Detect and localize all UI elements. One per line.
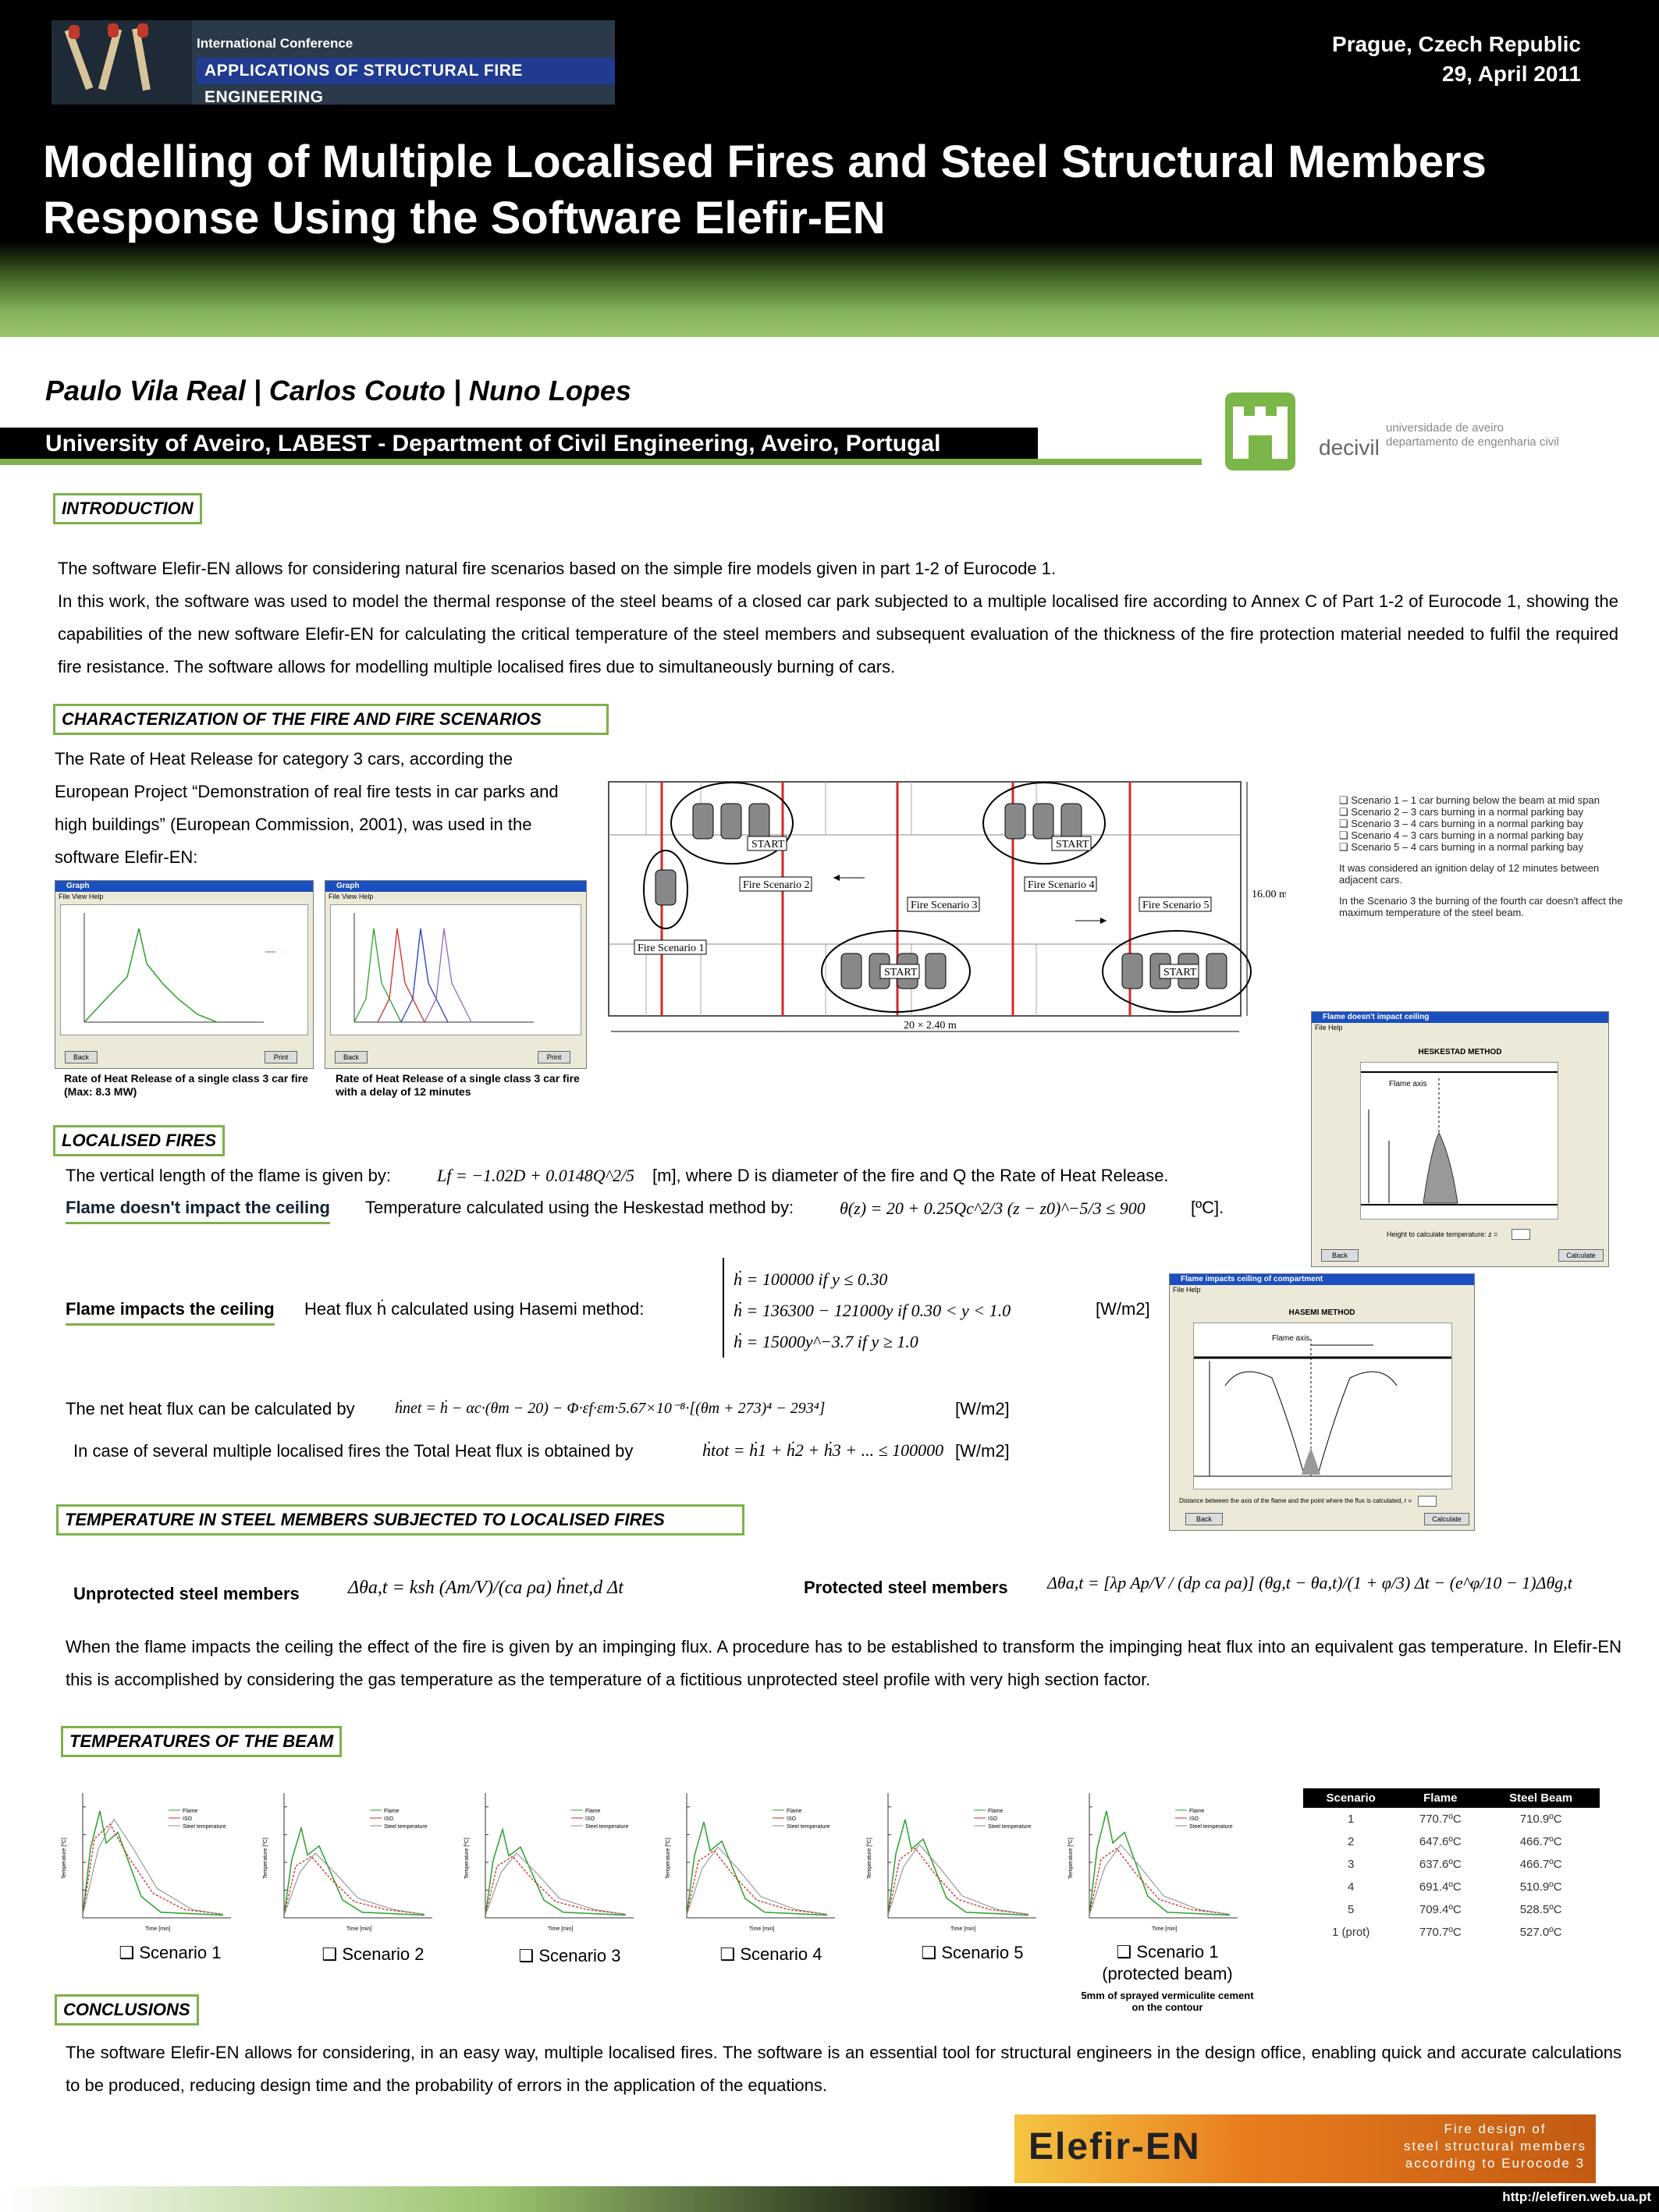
protected-label: Protected steel members: [804, 1578, 1008, 1597]
calculate-button[interactable]: Calculate: [1424, 1513, 1469, 1525]
net-flux-equation: ḣnet = ḣ − αc·(θm − 20) − Φ·εf·εm·5.67×10⁻⁸·[(θm + 273)⁴ − 293⁴]: [395, 1400, 826, 1417]
menu-bar[interactable]: File View Help: [329, 893, 374, 900]
y-axis-label: Temperature [ºC]: [666, 1837, 671, 1879]
total-flux-equation: ḣtot = ḣ1 + ḣ2 + ḣ3 + ... ≤ 100000: [702, 1440, 944, 1460]
temperature-steel-heading: TEMPERATURE IN STEEL MEMBERS SUBJECTED TO LOCALISED FIRES: [56, 1504, 744, 1536]
table-header: Flame: [1398, 1788, 1482, 1808]
y-axis-label: Temperature [ºC]: [464, 1837, 470, 1879]
scenario-3-note: In the Scenario 3 the burning of the fourth car doesn't affect the maximum temperature of the steel beam.: [1339, 895, 1623, 918]
print-button[interactable]: Print: [265, 1051, 297, 1063]
poster-title: [43, 134, 1619, 247]
heskestad-unit: [ºC].: [1191, 1198, 1224, 1217]
venue: [1332, 30, 1581, 89]
steel-series: [1089, 1845, 1230, 1915]
introduction-heading: INTRODUCTION: [53, 493, 202, 524]
height-input[interactable]: [1512, 1229, 1530, 1240]
chart-caption: ❑ Scenario 1: [119, 1943, 222, 1962]
heskestad-diagram: [1360, 1062, 1558, 1220]
chart-caption: ❑ Scenario 1: [1116, 1942, 1219, 1962]
tagline-2: steel structural members: [1403, 2139, 1586, 2153]
table-row: 1 (prot) 770.7ºC 527.0ºC: [1331, 1926, 1562, 1939]
temperature-steel-text: When the flame impacts the ceiling the effect of the fire is given by an impinging flux. A procedure has to be established to transform the impinging heat flux into an equivalent gas temperature. In Elefir-EN this is accomplished by considering the gas temperature as the temperature of a fictitious unprotected steel profile with very high section factor.: [66, 1637, 1622, 1689]
hasemi-heading: HASEMI METHOD: [1288, 1308, 1355, 1317]
legend-label: Steel temperature: [1189, 1824, 1233, 1830]
car-park-plan: [607, 780, 1286, 1046]
legend-label: Flame: [183, 1809, 198, 1814]
graph-window-2: [325, 880, 587, 1069]
beam-temperature-chart: [261, 1785, 440, 1933]
scenario-note: ❑ Scenario 2 – 3 cars burning in a normal parking bay: [1339, 806, 1583, 818]
scenario-note: ❑ Scenario 1 – 1 car burning below the beam at mid span: [1339, 794, 1600, 806]
no-impact-text: Temperature calculated using the Heskestad method by:: [365, 1198, 794, 1217]
hasemi-row: ḣ = 15000y^−3.7 if y ≥ 1.0: [734, 1332, 918, 1351]
start-label: START: [751, 839, 785, 850]
legend-label: Flame: [585, 1809, 601, 1814]
chart-caption-sub: (protected beam): [1102, 1964, 1233, 1983]
title-line-1: Modelling of Multiple Localised Fires and Steel Structural Members: [43, 137, 1487, 187]
tagline-1: Fire design of: [1444, 2121, 1547, 2136]
chart-caption: ❑ Scenario 4: [719, 1944, 822, 1964]
rhr-plot-2: [330, 904, 581, 1035]
y-axis-label: Temperature [ºC]: [1068, 1837, 1074, 1879]
impact-text: Heat flux ḣ calculated using Hasemi method:: [304, 1299, 645, 1319]
affiliation: University of Aveiro, LABEST - Department of Civil Engineering, Aveiro, Portugal: [45, 431, 941, 456]
affiliation-underline: [0, 459, 1202, 465]
x-axis-label: Time [min]: [1152, 1926, 1178, 1932]
table-header: Scenario: [1303, 1788, 1398, 1808]
steel-series: [888, 1845, 1028, 1915]
flame-length-equation: Lf = −1.02D + 0.0148Q^2/5: [437, 1166, 635, 1185]
venue-date: 29, April 2011: [1442, 62, 1581, 86]
unprotected-label: Unprotected steel members: [73, 1584, 300, 1603]
conclusions-text: The software Elefir-EN allows for considering, in an easy way, multiple localised fires. The software is an essential tool for structural engineers in the design office, enabling quick and accurate calculations to be produced, reducing design time and the probability of errors in the application of the equations.: [66, 2043, 1622, 2095]
heskestad-equation: θ(z) = 20 + 0.25Qc^2/3 (z − z0)^−5/3 ≤ 900: [840, 1198, 1146, 1218]
fire-scenario-4-label: Fire Scenario 4: [1028, 879, 1095, 891]
beam-temperature-chart: [1066, 1785, 1245, 1933]
footer-bar: [0, 2186, 1659, 2212]
hasemi-row: ḣ = 100000 if y ≤ 0.30: [734, 1269, 888, 1289]
menu-bar[interactable]: File Help: [1173, 1286, 1201, 1294]
net-flux-text: The net heat flux can be calculated by: [66, 1399, 355, 1418]
conference-subtitle: APPLICATIONS OF STRUCTURAL FIRE ENGINEERING: [197, 58, 615, 84]
flame-axis-label: Flame axis: [1389, 1080, 1427, 1088]
heskestad-heading: HESKESTAD METHOD: [1418, 1048, 1502, 1056]
hasemi-brace: [723, 1258, 732, 1358]
legend-label: Steel temperature: [183, 1824, 226, 1830]
legend-label: Steel temperature: [787, 1824, 830, 1830]
flame-series: [888, 1820, 1028, 1916]
uni-brand: decivil: [1319, 435, 1380, 460]
title-line-2: Response Using the Software Elefir-EN: [43, 193, 886, 243]
delay-note: It was considered an ignition delay of 12 minutes between adjacent cars.: [1339, 862, 1600, 886]
chart-caption: ❑ Scenario 2: [321, 1944, 425, 1964]
heskestad-window: [1311, 1011, 1609, 1267]
flame-length-text-b: [m], where D is diameter of the fire and Q the Rate of Heat Release.: [652, 1166, 1169, 1185]
caption-rhr-2: Rate of Heat Release of a single class 3 car fire with a delay of 12 minutes: [336, 1072, 580, 1098]
distance-input[interactable]: [1418, 1496, 1437, 1507]
legend-label: Steel temperature: [988, 1824, 1032, 1830]
start-label: START: [884, 967, 918, 978]
table-row: 3 637.6ºC 466.7ºC: [1348, 1858, 1562, 1871]
start-label: START: [1163, 967, 1197, 978]
chart-caption: ❑ Scenario 5: [921, 1943, 1024, 1962]
total-flux-text: In case of several multiple localised fires the Total Heat flux is obtained by: [73, 1441, 634, 1461]
beam-temps-heading: TEMPERATURES OF THE BEAM: [61, 1726, 342, 1757]
introduction-text: [58, 552, 1618, 683]
localised-fires-heading: LOCALISED FIRES: [53, 1125, 225, 1156]
legend-label: Flame: [988, 1809, 1004, 1814]
y-axis-label: Temperature [ºC]: [867, 1837, 872, 1879]
protection-note: 5mm of sprayed vermiculite cement on the contour: [1081, 1990, 1254, 2013]
uni-name-1: universidade de aveiro: [1386, 421, 1504, 435]
x-axis-label: Time [min]: [950, 1926, 976, 1932]
scenario-note: ❑ Scenario 4 – 3 cars burning in a normal parking bay: [1339, 829, 1583, 841]
scenario-note: ❑ Scenario 5 – 4 cars burning in a normal parking bay: [1339, 841, 1583, 853]
length-label: 20 × 2.40 m: [904, 1020, 957, 1031]
legend-label: ISO: [787, 1816, 797, 1822]
tagline-3: according to Eurocode 3: [1405, 2156, 1586, 2171]
steel-series: [485, 1853, 626, 1915]
elefir-tagline: [1404, 2121, 1586, 2172]
graph-window-1: [55, 880, 314, 1069]
table-row: 4 691.4ºC 510.9ºC: [1348, 1880, 1562, 1894]
table-row: 1 770.7ºC 710.9ºC: [1348, 1813, 1562, 1826]
uni-name: [1386, 421, 1559, 449]
flame-series: [485, 1830, 626, 1916]
hasemi-row: ḣ = 136300 − 121000y if 0.30 < y < 1.0: [734, 1301, 1011, 1320]
impact-label: Flame impacts the ceiling: [66, 1295, 275, 1326]
matches-icon: [52, 20, 192, 105]
flame-series: [284, 1828, 425, 1916]
menu-bar[interactable]: File View Help: [59, 893, 104, 900]
elefir-brand: Elefir-EN: [1028, 2126, 1201, 2168]
legend-label: Flame: [1189, 1809, 1205, 1814]
hasemi-equations: [734, 1264, 1011, 1358]
no-impact-label: Flame doesn't impact the ceiling: [66, 1194, 330, 1224]
height-input-label: Height to calculate temperature: z =: [1387, 1230, 1498, 1238]
x-axis-label: Time [min]: [749, 1926, 775, 1932]
results-table: [1303, 1788, 1600, 1944]
flame-axis-label: Flame axis: [1272, 1334, 1310, 1343]
beam-temperature-chart: [865, 1785, 1044, 1933]
fire-scenario-5-label: Fire Scenario 5: [1142, 900, 1210, 911]
footer-url[interactable]: http://elefiren.web.ua.pt: [1502, 2189, 1651, 2204]
x-axis-label: Time [min]: [548, 1926, 574, 1932]
window-title: Flame doesn't impact ceiling: [1323, 1013, 1430, 1021]
characterization-text: The Rate of Heat Release for category 3 cars, according the European Project “Demonstration of real fire tests in car parks and high buildings” (European Commission, 2001), was used in the software Elefir-EN:: [55, 749, 559, 867]
rhr-plot-1: [60, 904, 308, 1035]
beam-charts: [59, 1785, 1308, 1941]
beam-temperature-chart: [663, 1785, 843, 1933]
legend-label: Flame: [384, 1809, 400, 1814]
beam-temperature-chart: [59, 1785, 239, 1933]
university-logo: [1202, 389, 1623, 474]
protected-equation: Δθa,t = [λp Ap/V / (dp ca ρa)] (θg,t − θa,t)/(1 + φ/3) Δt − (e^φ/10 − 1)Δθg,t: [1047, 1573, 1572, 1592]
legend-label: ISO: [988, 1816, 998, 1822]
hasemi-unit: [W/m2]: [1096, 1299, 1150, 1319]
conference-logo: [52, 20, 615, 105]
window-title: Graph: [336, 882, 360, 890]
legend-label: ISO: [585, 1816, 595, 1822]
back-button[interactable]: Back: [1321, 1249, 1359, 1262]
steel-series: [284, 1853, 425, 1915]
fire-scenario-3-label: Fire Scenario 3: [911, 900, 978, 911]
window-title: Graph: [66, 882, 90, 890]
flame-length-text-a: The vertical length of the flame is given by:: [66, 1166, 391, 1185]
fire-scenario-1-label: Fire Scenario 1: [638, 943, 705, 954]
distance-input-label: Distance between the axis of the flame and the point where the flux is calculated, r =: [1179, 1497, 1412, 1504]
print-button[interactable]: Print: [538, 1051, 570, 1063]
table-row: 5 709.4ºC 528.5ºC: [1348, 1903, 1562, 1916]
chart-caption-protected: [1074, 1941, 1261, 2013]
total-flux-unit: [W/m2]: [955, 1441, 1010, 1461]
y-axis-label: Temperature [ºC]: [263, 1837, 268, 1879]
scenario-note: ❑ Scenario 3 – 4 cars burning in a normal parking bay: [1339, 818, 1583, 829]
uni-name-2: departamento de engenharia civil: [1386, 435, 1559, 449]
caption-rhr-1: Rate of Heat Release of a single class 3 car fire (Max: 8.3 MW): [64, 1072, 308, 1098]
scenario-notes: [1339, 794, 1628, 918]
hasemi-window: [1169, 1273, 1475, 1531]
beam-temperature-chart: [462, 1785, 641, 1933]
legend-label: Flame: [787, 1809, 802, 1814]
back-button[interactable]: Back: [1185, 1513, 1223, 1525]
table-row: 2 647.6ºC 466.7ºC: [1348, 1835, 1562, 1848]
legend-label: ISO: [183, 1816, 193, 1822]
venue-city: Prague, Czech Republic: [1332, 32, 1581, 56]
width-label: 16.00 m: [1252, 889, 1286, 900]
table-header: Steel Beam: [1482, 1788, 1600, 1808]
legend-label: Steel temperature: [585, 1824, 629, 1830]
elefir-logo: [1014, 2114, 1596, 2183]
legend-label: Steel temperature: [384, 1824, 428, 1830]
unprotected-equation: Δθa,t = ksh (Am/V)/(ca ρa) ḣnet,d Δt: [348, 1578, 623, 1598]
legend-label: ISO: [1189, 1816, 1199, 1822]
start-label: START: [1056, 839, 1089, 850]
fire-scenario-2-label: Fire Scenario 2: [743, 879, 810, 891]
flame-series: [687, 1822, 827, 1915]
chart-caption: ❑ Scenario 3: [518, 1946, 621, 1965]
characterization-heading: CHARACTERIZATION OF THE FIRE AND FIRE SCENARIOS: [53, 704, 609, 735]
x-axis-label: Time [min]: [145, 1926, 171, 1932]
conclusions-heading: CONCLUSIONS: [55, 1994, 199, 2026]
intro-p1: The software Elefir-EN allows for considering natural fire scenarios based on the simple fire models given in part 1-2 of Eurocode 1.: [58, 559, 1057, 578]
hasemi-diagram: [1193, 1323, 1452, 1489]
steel-series: [687, 1847, 827, 1915]
castle-icon: [1225, 392, 1295, 470]
back-button[interactable]: Back: [335, 1051, 368, 1063]
window-title: Flame impacts ceiling of compartment: [1181, 1275, 1323, 1284]
legend-label: ISO: [384, 1816, 394, 1822]
menu-bar[interactable]: File Help: [1315, 1024, 1343, 1031]
intro-p2: In this work, the software was used to model the thermal response of the steel beams of a closed car park subjected to a multiple localised fire according to Annex C of Part 1-2 of Eurocode 1, showing the capabilities of the new software Elefir-EN for calculating the critical temperature of the steel members and subsequent evaluation of the thickness of the fire protection material needed to fulfil the required fire resistance. The software allows for modelling multiple localised fires due to simultaneously burning of cars.: [58, 591, 1618, 676]
calculate-button[interactable]: Calculate: [1558, 1249, 1604, 1262]
back-button[interactable]: Back: [65, 1051, 98, 1063]
authors: Paulo Vila Real | Carlos Couto | Nuno Lopes: [45, 375, 631, 407]
x-axis-label: Time [min]: [346, 1926, 372, 1932]
conference-name: International Conference: [197, 36, 353, 51]
y-axis-label: Temperature [ºC]: [62, 1837, 67, 1879]
net-flux-unit: [W/m2]: [955, 1399, 1010, 1418]
